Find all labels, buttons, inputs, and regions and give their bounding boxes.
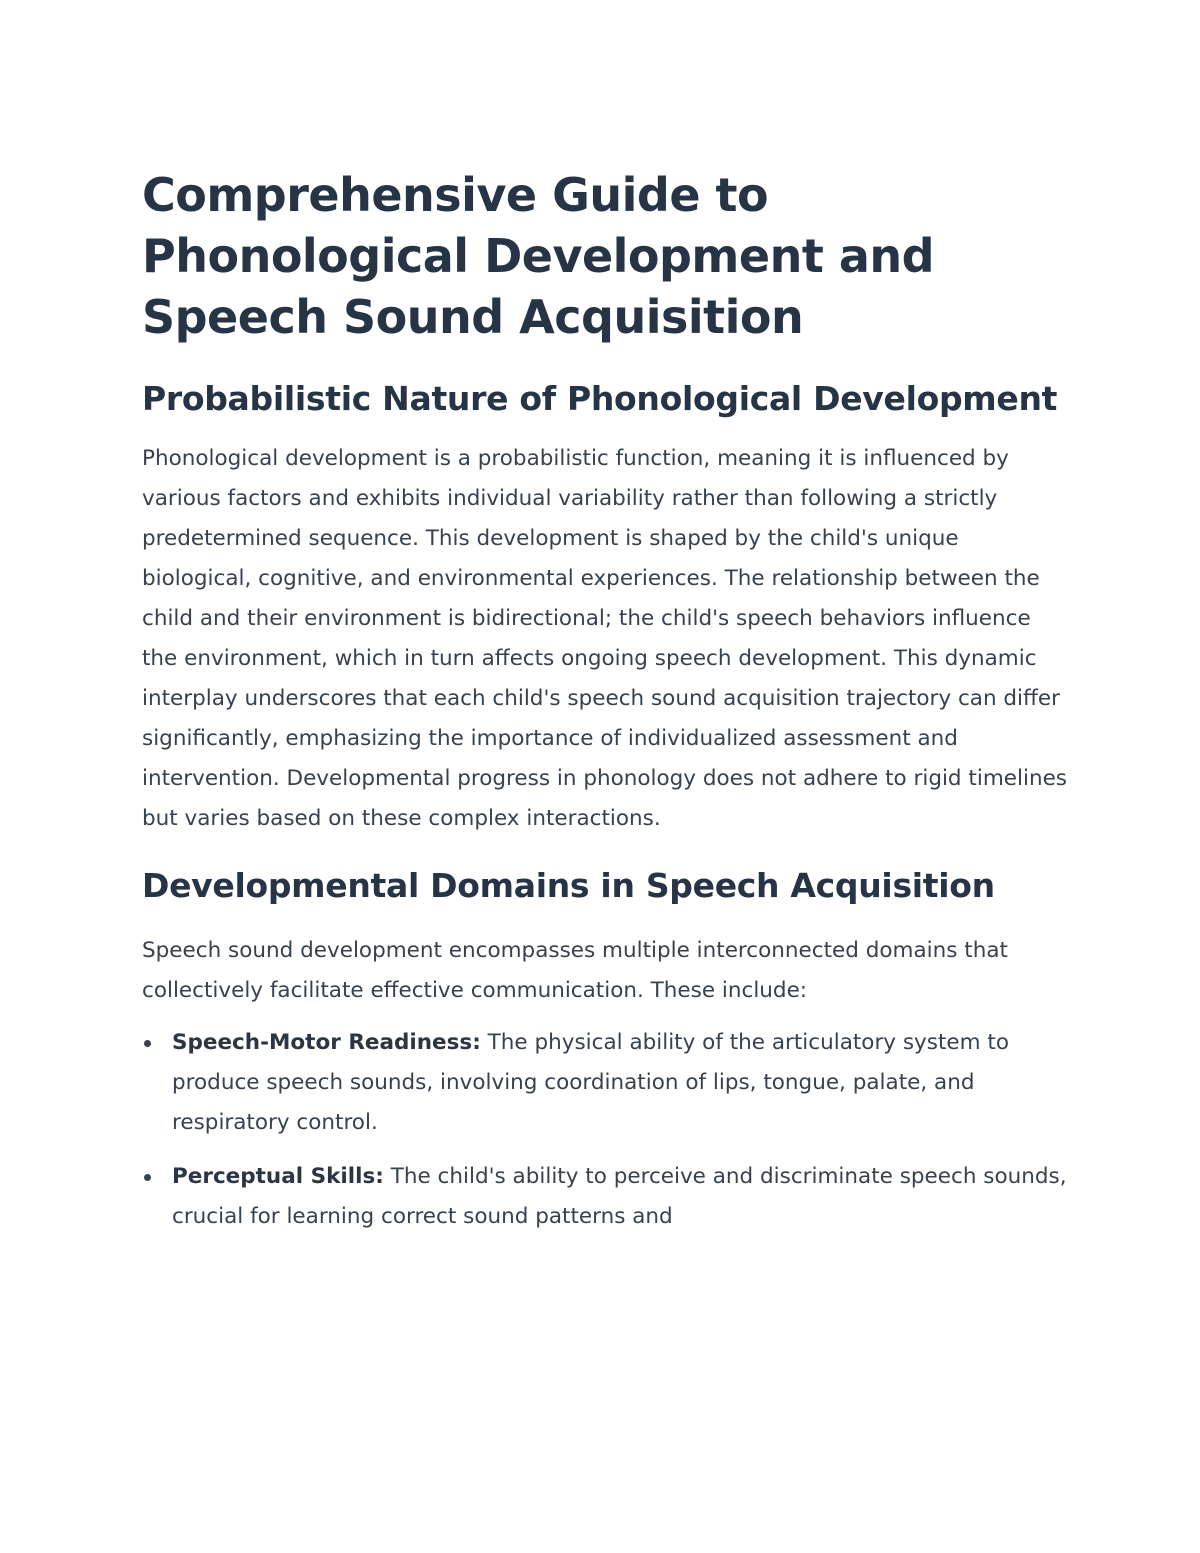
domains-list (142, 1023, 1072, 1237)
list-item (142, 1023, 1072, 1143)
section-heading-probabilistic: Probabilistic Nature of Phonological Development (142, 379, 1058, 418)
bullet-icon (144, 1174, 151, 1181)
bullet-icon (144, 1040, 151, 1047)
document-title: Comprehensive Guide to Phonological Development and Speech Sound Acquisition (142, 168, 935, 344)
list-item (142, 1157, 1072, 1237)
section-heading-domains: Developmental Domains in Speech Acquisition (142, 866, 995, 905)
list-item-term: Speech-Motor Readiness: (172, 1030, 481, 1055)
section-paragraph-probabilistic: Phonological development is a probabilistic function, meaning it is influenced by various factors and exhibits individual variability rather than following a strictly predetermined sequence. This development is shaped by the child's unique biological, cognitive, and environmental experiences. The relationship between the child and their environment is bidirectional; the child's speech behaviors influence the environment, which in turn affects ongoing speech development. This dynamic interplay underscores that each child's speech sound acquisition trajectory can differ significantly, emphasizing the importance of individualized assessment and intervention. Developmental progress in phonology does not adhere to rigid timelines but varies based on these complex interactions. (142, 446, 1067, 831)
document-page (142, 165, 1072, 1251)
list-item-text: The child's ability to perceive and discriminate speech sounds, crucial for learning correct sound patterns and (172, 1164, 1067, 1229)
list-item-text: The physical ability of the articulatory system to produce speech sounds, involving coordination of lips, tongue, palate, and respiratory control. (172, 1030, 1009, 1135)
list-item-term: Perceptual Skills: (172, 1164, 384, 1189)
section-paragraph-domains: Speech sound development encompasses multiple interconnected domains that collectively facilitate effective communication. These include: (142, 938, 1008, 1003)
